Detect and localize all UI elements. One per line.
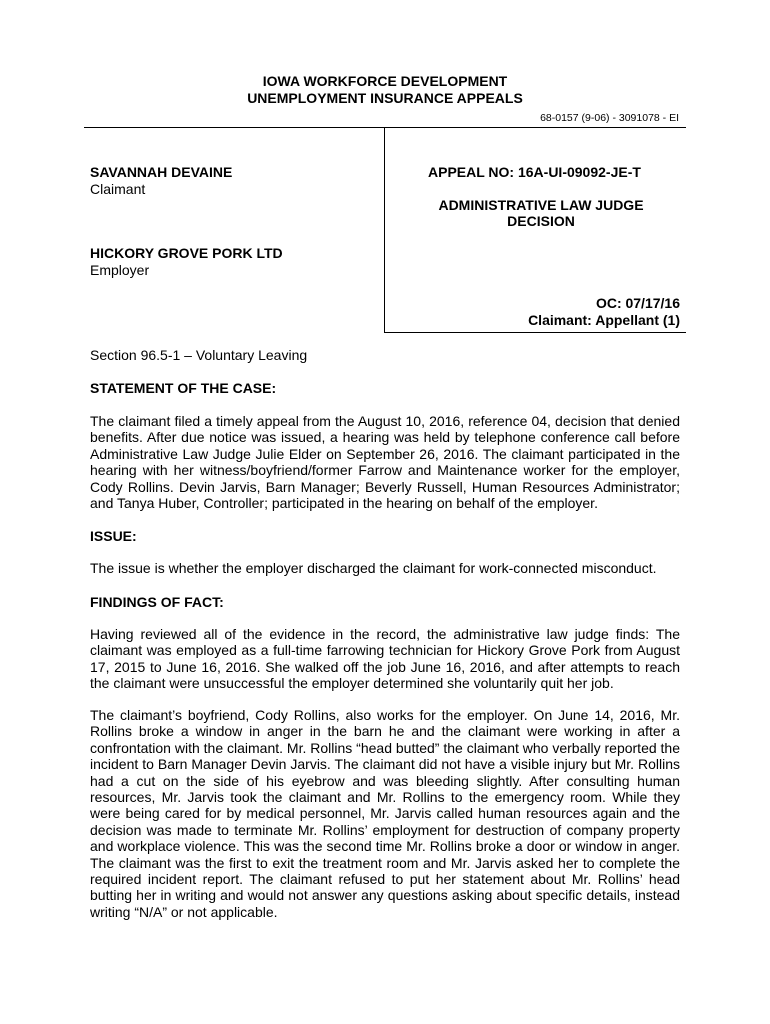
claimant-name: SAVANNAH DEVAINE <box>90 164 233 180</box>
decision-title-line2: DECISION <box>507 213 575 229</box>
statement-heading: STATEMENT OF THE CASE: <box>90 380 277 396</box>
form-number: 68-0157 (9-06) - 3091078 - EI <box>540 112 679 124</box>
agency-title: IOWA WORKFORCE DEVELOPMENT <box>262 73 508 89</box>
header-divider <box>384 127 385 332</box>
header-rule-top <box>84 127 686 128</box>
employer-label: Employer <box>90 262 150 278</box>
section-reference: Section 96.5-1 – Voluntary Leaving <box>90 347 308 363</box>
header-rule-bottom <box>384 332 686 333</box>
findings-paragraph-1: Having reviewed all of the evidence in the record, the administrative law judge finds: The claimant was employed as a full-time farrowing technician for Hickory Grove Pork from August 17, 2015 to June 16, 2016. She walked off the job June 16, 2016, and after attempts to reach the claimant were unsuccessful the employer determined she voluntarily quit her job. <box>90 626 680 692</box>
claimant-status: Claimant: Appellant (1) <box>528 312 680 328</box>
findings-paragraph-2: The claimant’s boyfriend, Cody Rollins, also works for the employer. On June 14, 2016, Mr. Rollins broke a window in anger in the barn he and the claimant were working in after a confrontation with the claimant. Mr. Rollins “head butted” the claimant who verbally reported the incident to Barn Manager Devin Jarvis. The claimant did not have a visible injury but Mr. Rollins had a cut on the side of his eyebrow and was bleeding slightly. After consulting human resources, Mr. Jarvis took the claimant and Mr. Rollins to the emergency room. While they were being cared for by medical personnel, Mr. Jarvis called human resources again and the decision was made to terminate Mr. Rollins’ employment for destruction of company property and workplace violence. This was the second time Mr. Rollins broke a door or window in anger. The claimant was the first to exit the treatment room and Mr. Jarvis asked her to complete the required incident report. The claimant refused to put her statement about Mr. Rollins’ head butting her in writing and would not answer any questions asking about specific details, instead writing “N/A” or not applicable. <box>90 707 680 920</box>
claimant-label: Claimant <box>90 181 146 197</box>
agency-subtitle: UNEMPLOYMENT INSURANCE APPEALS <box>247 90 523 106</box>
oc-date: OC: 07/17/16 <box>595 295 680 311</box>
decision-title-line1: ADMINISTRATIVE LAW JUDGE <box>438 197 644 213</box>
findings-heading: FINDINGS OF FACT: <box>90 594 224 610</box>
statement-text: The claimant filed a timely appeal from the August 10, 2016, reference 04, decision that denied benefits. After due notice was issued, a hearing was held by telephone conference call before Administrative Law Judge Julie Elder on September 26, 2016. The claimant participated in the hearing with her witness/boyfriend/former Farrow and Maintenance worker for the employer, Cody Rollins. Devin Jarvis, Barn Manager; Beverly Russell, Human Resources Administrator; and Tanya Huber, Controller; participated in the hearing on behalf of the employer. <box>90 413 680 512</box>
employer-name: HICKORY GROVE PORK LTD <box>90 245 283 261</box>
issue-heading: ISSUE: <box>90 528 137 544</box>
issue-text: The issue is whether the employer discharged the claimant for work-connected misconduct. <box>90 560 657 576</box>
appeal-number: APPEAL NO: 16A-UI-09092-JE-T <box>428 164 641 180</box>
